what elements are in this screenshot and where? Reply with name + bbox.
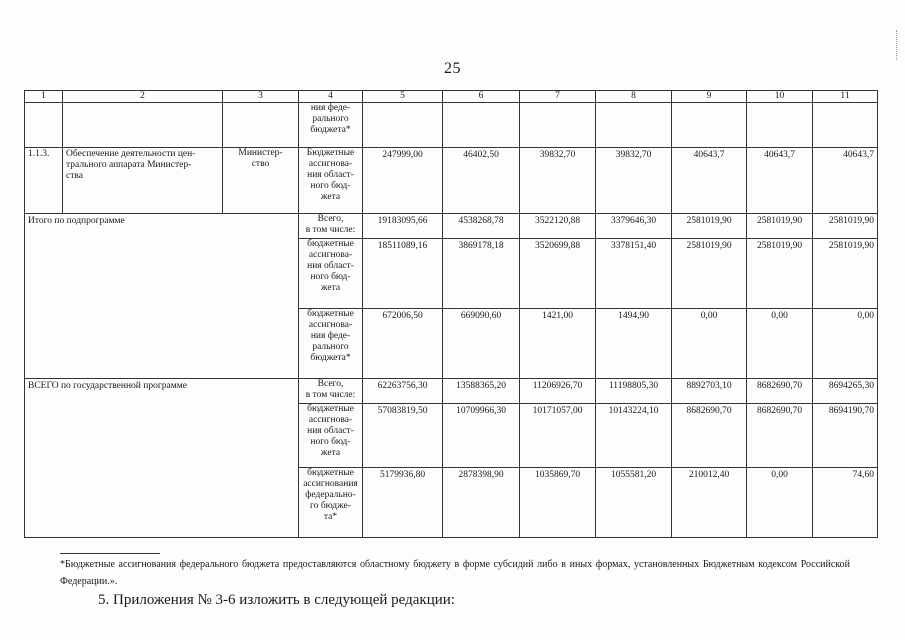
col-header: 6: [443, 91, 520, 103]
value-cell: 1035869,70: [520, 468, 596, 538]
value-cell: 40643,7: [672, 148, 747, 214]
value-cell: 0,00: [813, 309, 878, 379]
value-cell: 3869178,18: [443, 239, 520, 309]
value-cell: 2581019,90: [813, 214, 878, 239]
table-cell: [223, 103, 299, 148]
program-total-label: ВСЕГО по государственной программе: [25, 379, 299, 538]
appendix-instruction: 5. Приложения № 3-6 изложить в следующей редакции:: [98, 592, 455, 608]
table-row: [25, 379, 878, 404]
value-cell: 13588365,20: [443, 379, 520, 404]
table-row: [25, 148, 878, 214]
value-cell: 8682690,70: [672, 404, 747, 468]
table-cell: [596, 103, 672, 148]
value-cell: 1055581,20: [596, 468, 672, 538]
subprogram-label: Итого по подпрограмме: [25, 214, 299, 379]
value-cell: 672006,50: [363, 309, 443, 379]
value-cell: 0,00: [747, 309, 813, 379]
footnote: *Бюджетные ассигнования федерального бюджета предоставляются областному бюджету в форме субсидий либо в иных формах, установленных Бюджетным кодексом Российской Федерации.».: [60, 559, 850, 587]
footnote-divider: [60, 553, 160, 554]
budget-table: [24, 90, 878, 538]
value-cell: 3522120,88: [520, 214, 596, 239]
table-cell: [813, 103, 878, 148]
value-cell: 1494,90: [596, 309, 672, 379]
value-cell: 1421,00: [520, 309, 596, 379]
value-cell: 5179936,80: [363, 468, 443, 538]
value-cell: 40643,7: [747, 148, 813, 214]
value-cell: 8682690,70: [747, 404, 813, 468]
funding-source: бюджетные ассигнова- ния област- ного бюд- жета: [299, 239, 363, 309]
col-header: 9: [672, 91, 747, 103]
col-header: 3: [223, 91, 299, 103]
value-cell: 247999,00: [363, 148, 443, 214]
funding-source: бюджетные ассигнова- ния област- ного бюд- жета: [299, 404, 363, 468]
header-row: [25, 91, 878, 103]
value-cell: 4538268,78: [443, 214, 520, 239]
table-row: [25, 214, 878, 239]
table-row: [25, 103, 878, 148]
margin-mark: [896, 30, 899, 60]
value-cell: 2581019,90: [747, 214, 813, 239]
value-cell: 8694190,70: [813, 404, 878, 468]
value-cell: 19183095,66: [363, 214, 443, 239]
value-cell: 11206926,70: [520, 379, 596, 404]
col-header: 5: [363, 91, 443, 103]
value-cell: 11198805,30: [596, 379, 672, 404]
value-cell: 3378151,40: [596, 239, 672, 309]
value-cell: 2581019,90: [672, 239, 747, 309]
col-header: 8: [596, 91, 672, 103]
value-cell: 2878398,90: [443, 468, 520, 538]
value-cell: 8892703,10: [672, 379, 747, 404]
col-header: 1: [25, 91, 63, 103]
table-cell: [520, 103, 596, 148]
col-header: 2: [63, 91, 223, 103]
value-cell: 74,60: [813, 468, 878, 538]
value-cell: 62263756,30: [363, 379, 443, 404]
row-code: 1.1.3.: [25, 148, 63, 214]
value-cell: 0,00: [747, 468, 813, 538]
value-cell: 8682690,70: [747, 379, 813, 404]
value-cell: 2581019,90: [747, 239, 813, 309]
funding-source: ния феде- рального бюджета*: [299, 103, 363, 148]
value-cell: 2581019,90: [672, 214, 747, 239]
value-cell: 39832,70: [596, 148, 672, 214]
funding-source: Бюджетные ассигнова- ния област- ного бюд- жета: [299, 148, 363, 214]
value-cell: 57083819,50: [363, 404, 443, 468]
table-cell: [363, 103, 443, 148]
table-cell: [672, 103, 747, 148]
table-cell: [443, 103, 520, 148]
value-cell: 3520699,88: [520, 239, 596, 309]
page-number: 25: [444, 60, 461, 77]
col-header: 4: [299, 91, 363, 103]
table-cell: [25, 103, 63, 148]
value-cell: 10171057,00: [520, 404, 596, 468]
value-cell: 10143224,10: [596, 404, 672, 468]
value-cell: 40643,7: [813, 148, 878, 214]
col-header: 10: [747, 91, 813, 103]
funding-source: бюджетные ассигнования федерально- го бюдже- та*: [299, 468, 363, 538]
col-header: 11: [813, 91, 878, 103]
value-cell: 2581019,90: [813, 239, 878, 309]
value-cell: 0,00: [672, 309, 747, 379]
executor: Министер- ство: [223, 148, 299, 214]
value-cell: 210012,40: [672, 468, 747, 538]
value-cell: 8694265,30: [813, 379, 878, 404]
funding-source: бюджетные ассигнова- ния феде- рального бюджета*: [299, 309, 363, 379]
value-cell: 39832,70: [520, 148, 596, 214]
activity-name: Обеспечение деятельности цен- трального аппарата Министер- ства: [63, 148, 223, 214]
funding-source: Всего, в том числе:: [299, 214, 363, 239]
table-cell: [747, 103, 813, 148]
value-cell: 10709966,30: [443, 404, 520, 468]
table-cell: [63, 103, 223, 148]
funding-source: Всего, в том числе:: [299, 379, 363, 404]
value-cell: 669090,60: [443, 309, 520, 379]
value-cell: 3379646,30: [596, 214, 672, 239]
col-header: 7: [520, 91, 596, 103]
value-cell: 18511089,16: [363, 239, 443, 309]
value-cell: 46402,50: [443, 148, 520, 214]
